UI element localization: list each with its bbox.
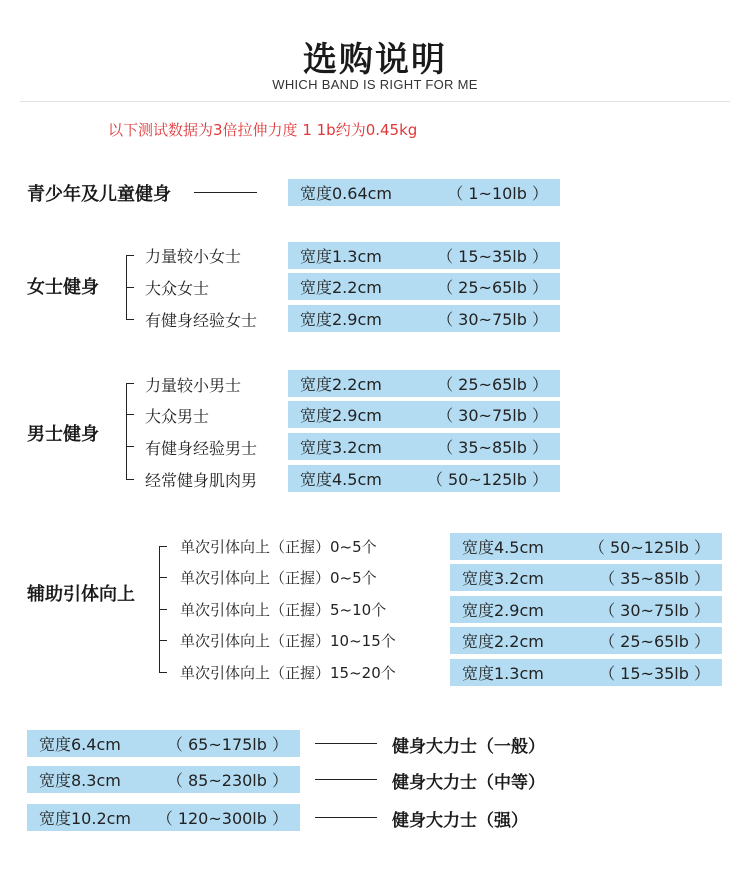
band-range: （ 65~175lb ） bbox=[166, 735, 288, 754]
band-width: 宽度2.9cm bbox=[300, 310, 382, 329]
page-subtitle: WHICH BAND IS RIGHT FOR ME bbox=[272, 77, 478, 92]
bracket-tick bbox=[159, 672, 167, 673]
connector-line bbox=[315, 817, 377, 818]
band-width: 宽度1.3cm bbox=[462, 664, 544, 683]
bracket-tick bbox=[126, 319, 134, 320]
sub-label: 大众女士 bbox=[145, 279, 210, 298]
band-width: 宽度6.4cm bbox=[39, 735, 121, 754]
band-box bbox=[27, 804, 300, 831]
sub-label: 经常健身肌肉男 bbox=[145, 471, 258, 490]
bracket-tick bbox=[159, 609, 167, 610]
band-range: （ 25~65lb ） bbox=[599, 632, 710, 651]
band-range: （ 35~85lb ） bbox=[599, 569, 710, 588]
band-box bbox=[288, 433, 560, 460]
band-box bbox=[450, 627, 722, 654]
group-label-pullup: 辅助引体向上 bbox=[27, 584, 135, 605]
sub-label: 单次引体向上（正握）5~10个 bbox=[180, 601, 387, 619]
bracket-tick bbox=[126, 383, 134, 384]
sub-label: 力量较小女士 bbox=[145, 247, 242, 266]
group-label-men: 男士健身 bbox=[27, 424, 99, 445]
band-range: （ 25~65lb ） bbox=[437, 278, 548, 297]
band-width: 宽度2.2cm bbox=[300, 375, 382, 394]
bracket-line bbox=[126, 383, 127, 479]
band-box bbox=[288, 242, 560, 269]
band-box bbox=[450, 596, 722, 623]
band-range: （ 15~35lb ） bbox=[437, 247, 548, 266]
bracket-tick bbox=[159, 640, 167, 641]
band-width: 宽度2.9cm bbox=[462, 601, 544, 620]
band-box bbox=[450, 564, 722, 591]
band-width: 宽度10.2cm bbox=[39, 809, 132, 828]
powerlifter-label: 健身大力士（中等） bbox=[392, 773, 545, 793]
group-label-women: 女士健身 bbox=[27, 277, 99, 298]
band-range: （ 15~35lb ） bbox=[599, 664, 710, 683]
band-box bbox=[27, 730, 300, 757]
band-range: （ 35~85lb ） bbox=[437, 438, 548, 457]
band-box bbox=[27, 766, 300, 793]
band-box bbox=[288, 465, 560, 492]
bracket-tick bbox=[159, 577, 167, 578]
band-range: （ 30~75lb ） bbox=[599, 601, 710, 620]
group-label-youth: 青少年及儿童健身 bbox=[27, 184, 171, 205]
band-width: 宽度3.2cm bbox=[462, 569, 544, 588]
sub-label: 单次引体向上（正握）0~5个 bbox=[180, 538, 377, 556]
band-box-youth bbox=[288, 179, 560, 206]
sub-label: 单次引体向上（正握）10~15个 bbox=[180, 632, 396, 650]
bracket-tick bbox=[126, 479, 134, 480]
test-note: 以下测试数据为3倍拉伸力度 1 1b约为0.45kg bbox=[108, 121, 418, 139]
band-range: （ 120~300lb ） bbox=[156, 809, 288, 828]
sub-label: 单次引体向上（正握）15~20个 bbox=[180, 664, 396, 682]
band-range: （ 50~125lb ） bbox=[588, 538, 710, 557]
powerlifter-label: 健身大力士（强） bbox=[392, 811, 528, 831]
sub-label: 力量较小男士 bbox=[145, 376, 242, 395]
band-box bbox=[450, 533, 722, 560]
band-width: 宽度3.2cm bbox=[300, 438, 382, 457]
band-width: 宽度2.9cm bbox=[300, 406, 382, 425]
band-range: （ 85~230lb ） bbox=[166, 771, 288, 790]
connector-line bbox=[315, 779, 377, 780]
band-width: 宽度0.64cm bbox=[300, 184, 393, 203]
connector-line bbox=[194, 192, 257, 193]
band-width: 宽度2.2cm bbox=[462, 632, 544, 651]
band-range: （ 30~75lb ） bbox=[437, 310, 548, 329]
band-range: （ 25~65lb ） bbox=[437, 375, 548, 394]
bracket-tick bbox=[126, 287, 134, 288]
band-box bbox=[450, 659, 722, 686]
powerlifter-label: 健身大力士（一般） bbox=[392, 737, 545, 757]
band-width: 宽度8.3cm bbox=[39, 771, 121, 790]
bracket-tick bbox=[126, 414, 134, 415]
band-width: 宽度4.5cm bbox=[462, 538, 544, 557]
band-box bbox=[288, 305, 560, 332]
band-width: 宽度4.5cm bbox=[300, 470, 382, 489]
bracket-tick bbox=[159, 546, 167, 547]
sub-label: 大众男士 bbox=[145, 407, 210, 426]
sub-label: 有健身经验女士 bbox=[145, 311, 258, 330]
sub-label: 单次引体向上（正握）0~5个 bbox=[180, 569, 377, 587]
band-width: 宽度2.2cm bbox=[300, 278, 382, 297]
band-width: 宽度1.3cm bbox=[300, 247, 382, 266]
bracket-tick bbox=[126, 446, 134, 447]
band-box bbox=[288, 401, 560, 428]
page-title: 选购说明 bbox=[303, 40, 447, 80]
band-range: （ 30~75lb ） bbox=[437, 406, 548, 425]
bracket-tick bbox=[126, 255, 134, 256]
band-range: （ 50~125lb ） bbox=[426, 470, 548, 489]
sub-label: 有健身经验男士 bbox=[145, 439, 258, 458]
band-range: （ 1~10lb ） bbox=[447, 184, 548, 203]
header-divider bbox=[20, 101, 730, 102]
band-box bbox=[288, 370, 560, 397]
connector-line bbox=[315, 743, 377, 744]
band-box bbox=[288, 273, 560, 300]
